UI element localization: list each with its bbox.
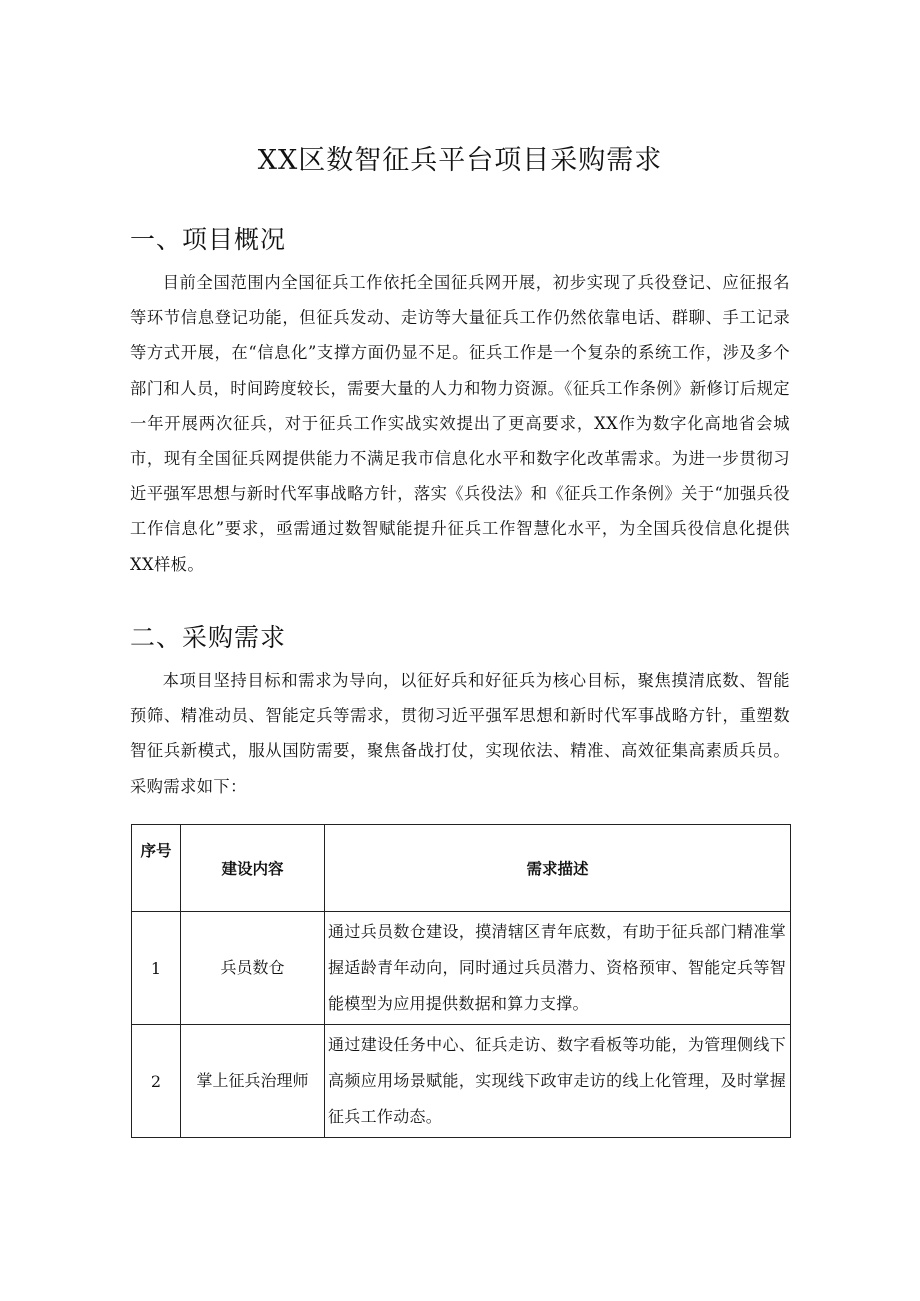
requirements-table: [131, 824, 791, 1138]
table-header-row: [132, 825, 791, 912]
overview-paragraph: 目前全国范围内全国征兵工作依托全国征兵网开展，初步实现了兵役登记、应征报名等环节信息登记功能，但征兵发动、走访等大量征兵工作仍然依靠电话、群聊、手工记录等方式开展，在“信息化”支撑方面仍显不足。征兵工作是一个复杂的系统工作，涉及多个部门和人员，时间跨度较长，需要大量的人力和物力资源。《征兵工作条例》新修订后规定一年开展两次征兵，对于征兵工作实战实效提出了更高要求，XX作为数字化高地省会城市，现有全国征兵网提供能力不满足我市信息化水平和数字化改革需求。为进一步贯彻习近平强军思想与新时代军事战略方针，落实《兵役法》和《征兵工作条例》关于“加强兵役工作信息化”要求，亟需通过数智赋能提升征兵工作智慧化水平，为全国兵役信息化提供XX样板。: [130, 273, 790, 574]
table-row: [132, 1025, 791, 1138]
row-construction-content: 掌上征兵治理师: [181, 1025, 325, 1138]
section-heading-requirements: 二、采购需求: [130, 623, 287, 652]
header-requirement-description: 需求描述: [325, 825, 791, 912]
requirements-paragraph: 本项目坚持目标和需求为导向，以征好兵和好征兵为核心目标，聚焦摸清底数、智能预筛、精准动员、智能定兵等需求，贯彻习近平强军思想和新时代军事战略方针，重塑数智征兵新模式，服从国防需要，聚焦备战打仗，实现依法、精准、高效征集高素质兵员。采购需求如下：: [130, 671, 790, 796]
row-serial-number: 1: [132, 912, 181, 1025]
header-construction-content: 建设内容: [181, 825, 325, 912]
row-serial-number: 2: [132, 1025, 181, 1138]
row-requirement-description: 通过兵员数仓建设，摸清辖区青年底数，有助于征兵部门精准掌握适龄青年动向，同时通过兵员潜力、资格预审、智能定兵等智能模型为应用提供数据和算力支撑。: [325, 912, 791, 1025]
row-construction-content: 兵员数仓: [181, 912, 325, 1025]
row-requirement-description: 通过建设任务中心、征兵走访、数字看板等功能，为管理侧线下高频应用场景赋能，实现线下政审走访的线上化管理，及时掌握征兵工作动态。: [325, 1025, 791, 1138]
section-heading-overview: 一、项目概况: [130, 225, 287, 254]
document-title: XX区数智征兵平台项目采购需求: [257, 145, 663, 176]
header-serial-number: 序号: [132, 825, 181, 912]
table-row: [132, 912, 791, 1025]
